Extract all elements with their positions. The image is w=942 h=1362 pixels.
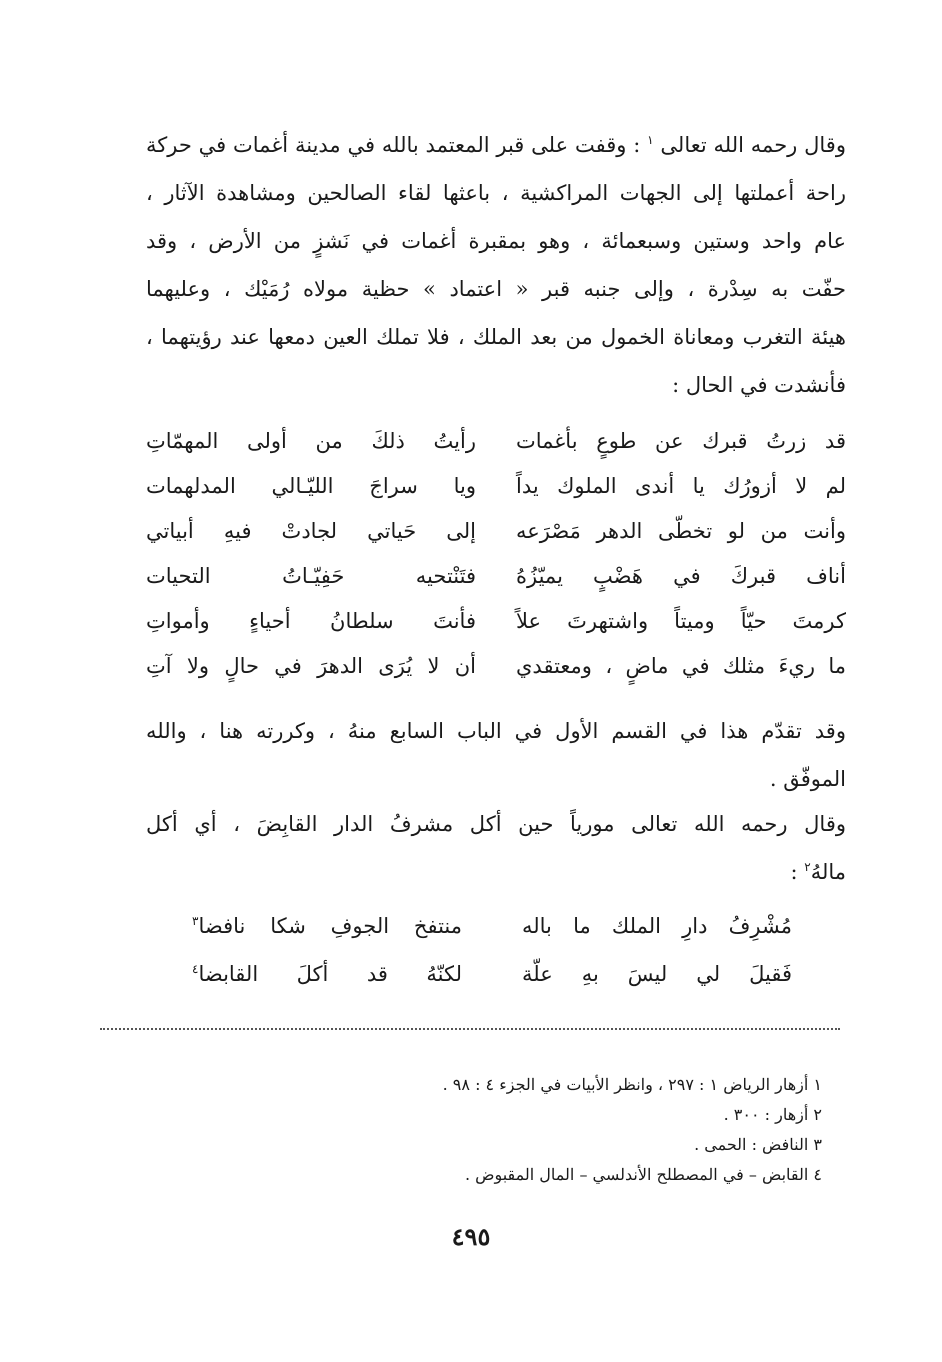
page-number: ٤٩٥ [451,1222,491,1251]
footnotes [222,1070,822,1190]
first-hemistich: فَقيلَ لي ليسَ بهِ علّة [522,962,792,986]
first-hemistich: أناف قبركَ في هَضْبٍ يميّزُهُ [516,564,846,588]
text-line: الموفّق . [769,767,846,791]
second-hemistich: إلى حَياتي لجادتْ فيهِ أبياتي [146,519,476,543]
text-line: راحة أعملتها إلى الجهات المراكشية ، باعثها لقاء الصالحين ومشاهدة الآثار ، [146,181,846,205]
second-hemistich: منتفخ الجوفِ شكا نافضا$^٣$ [192,914,462,938]
text-line: وقال رحمه الله تعالى مورياً حين أكل مشرفُ الدار القابِضَ ، أي أكل [146,812,846,836]
verse-line [146,509,846,554]
paragraph-2 [146,707,846,803]
text-line: فأنشدت في الحال : [672,373,846,397]
verse-line [146,599,846,644]
second-hemistich: ويا سراجَ الليّـالي المدلهمات [146,474,476,498]
second-hemistich: لكنّهُ قد أكلَ القابضا$^٤$ [192,962,462,986]
footnote-ref: ٤ [192,962,199,976]
verse-line [192,950,792,998]
verse-line [146,644,846,689]
footnote: ١ أزهار الرياض ١ : ٢٩٧ ، وانظر الأبيات في الجزء ٤ : ٩٨ . [442,1075,822,1094]
footnote: ٢ أزهار : ٣٠٠ . [723,1105,822,1124]
second-hemistich: فأنتَ سلطانُ أحياءٍ وأمواتِ [146,609,476,633]
footnote-ref: ٢ [804,860,811,874]
footnote-divider [100,1028,840,1030]
poem-2 [192,902,792,998]
footnote: ٣ النافض : الحمى . [694,1135,822,1154]
text-line: مالهُ$^٢$ : [790,860,846,884]
text-line: عام واحد وستين وسبعمائة ، وهو بمقبرة أغمات في نَشزٍ من الأرض ، وقد [146,229,846,253]
second-hemistich: فتَنْتحيه حَفِيّـاتُ التحيات [146,564,476,588]
verse-line [146,464,846,509]
footnote-ref: ٣ [192,914,199,928]
text-line: حفّت به سِدْرة ، وإلى جنبه قبر « اعتماد » حظية مولاه رُمَيْك ، وعليهما [146,277,846,301]
second-hemistich: رأيتُ ذلكَ من أولى المهمّاتِ [146,429,476,453]
first-hemistich: ما ريءَ مثلك في ماضٍ ، ومعتقدي [516,654,846,678]
first-hemistich: مُشْرِفُ دارِ الملك ما باله [522,914,792,938]
first-hemistich: وأنت من لو تخطّى الدهر مَصْرَعه [516,519,846,543]
poem-1 [146,419,846,689]
verse-line [192,902,792,950]
footnote: ٤ القابض – في المصطلح الأندلسي – المال المقبوض . [464,1165,822,1184]
paragraph-1 [146,121,846,409]
paragraph-3 [146,800,846,896]
verse-line [146,419,846,464]
text-line: وقد تقدّم هذا في القسم الأول في الباب السابع منهُ ، وكررته هنا ، والله [146,719,846,743]
first-hemistich: قد زرتُ قبرك عن طوعٍ بأغمات [516,429,846,453]
text-line: هيئة التغرب ومعاناة الخمول من بعد الملك ، فلا تملك العين دمعها عند رؤيتهما ، [146,325,846,349]
verse-line [146,554,846,599]
first-hemistich: لم لا أزورُك يا أندى الملوك يداً [516,474,846,498]
first-hemistich: كرمتَ حيّاً وميتاً واشتهرتَ علاً [516,609,846,633]
second-hemistich: أن لا يُرَى الدهرَ في حالٍ ولا آتِ [146,654,476,678]
footnote-ref: ١ [647,133,654,147]
text-line: وقال رحمه الله تعالى $^١$ : وقفت على قبر المعتمد بالله في مدينة أغمات في حركة [146,133,846,157]
